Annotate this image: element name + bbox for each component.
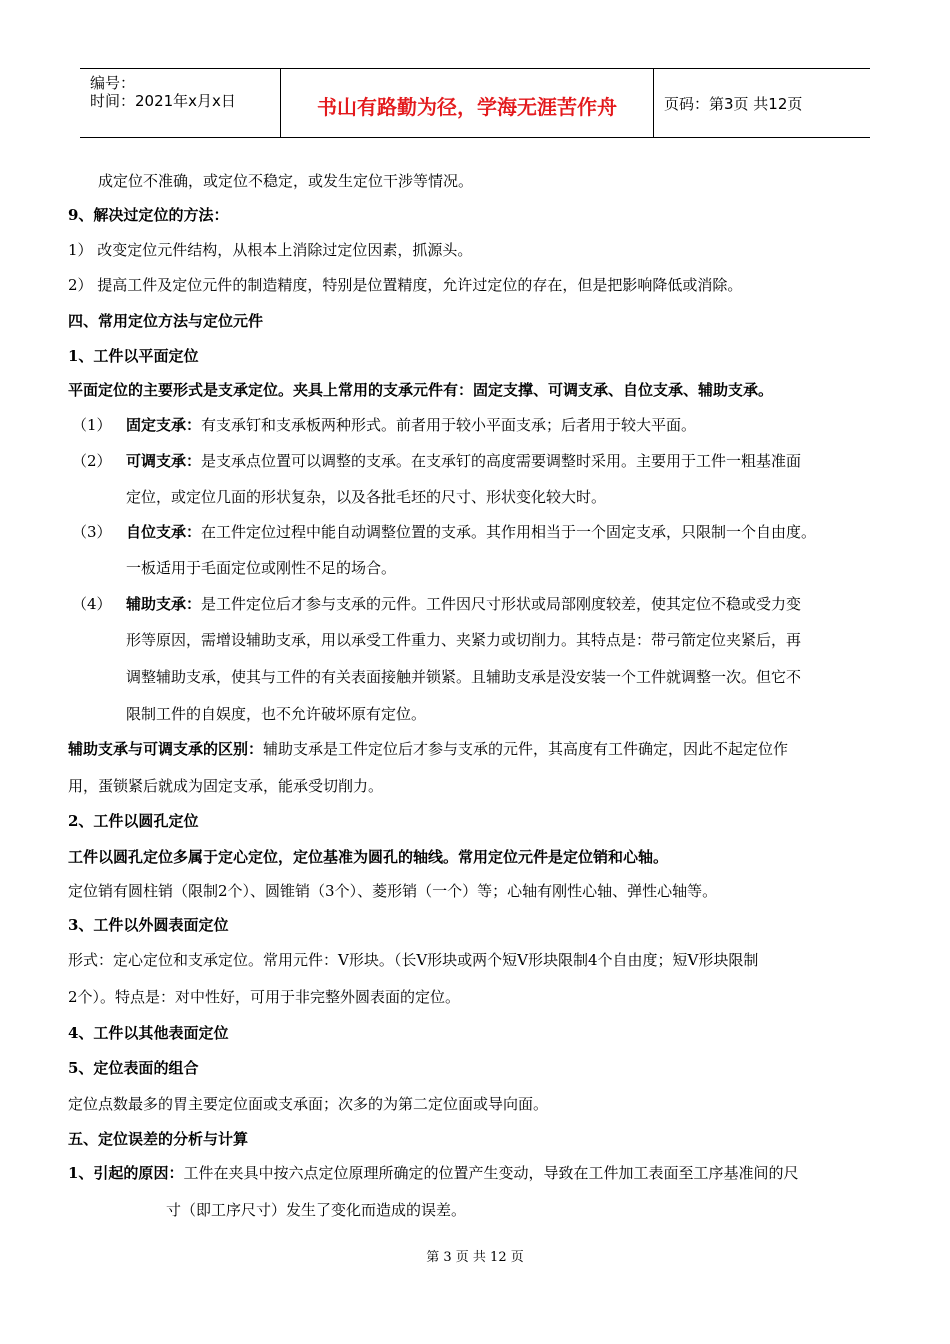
list-item — [126, 594, 801, 614]
list-item — [126, 451, 801, 471]
list-number: （2） — [72, 452, 112, 470]
term: 1、引起的原因： — [68, 1164, 184, 1182]
paragraph-line: 调整辅助支承，使其与工件的有关表面接触并锁紧。且辅助支承是没安装一个工件就调整一次。但它不 — [126, 668, 802, 686]
term: 自位支承： — [126, 523, 202, 541]
paragraph-line: 定位点数最多的胃主要定位面或支承面；次多的为第二定位面或导向面。 — [68, 1095, 549, 1113]
term-text: 是工件定位后才参与支承的元件。工件因尺寸形状或局部刚度较差，使其定位不稳或受力变 — [201, 595, 802, 613]
paragraph-line — [68, 739, 788, 759]
paragraph-line: 2个）。特点是：对中性好，可用于非完整外圆表面的定位。 — [68, 988, 461, 1006]
term-text: 有支承钉和支承板两种形式。前者用于较小平面支承；后者用于较大平面。 — [201, 416, 697, 434]
section-heading: 2、工件以圆孔定位 — [68, 812, 199, 830]
header-meta-cell — [80, 69, 281, 137]
section-heading: 5、定位表面的组合 — [68, 1059, 199, 1077]
section-heading: 四、常用定位方法与定位元件 — [68, 312, 264, 330]
paragraph-line: 平面定位的主要形式是支承定位。夹具上常用的支承元件有：固定支撑、可调支承、自位支承、辅助支承。 — [68, 381, 774, 399]
paragraph-line: 寸（即工序尺寸）发生了变化而造成的误差。 — [166, 1201, 467, 1219]
term: 辅助支承与可调支承的区别： — [68, 740, 264, 758]
header-motto-cell — [281, 69, 654, 137]
list-number: （1） — [72, 416, 112, 434]
term: 固定支承： — [126, 416, 202, 434]
section-heading: 9、解决过定位的方法： — [68, 206, 229, 224]
header-motto: 书山有路勤为径，学海无涯苦作舟 — [317, 95, 617, 119]
paragraph-line: 定位销有圆柱销（限制2个）、圆锥销（3个）、菱形销（一个）等；心轴有刚性心轴、弹性心轴等。 — [68, 882, 718, 900]
page-footer: 第 3 页 共 12 页 — [426, 1250, 524, 1265]
paragraph-line: 定位，或定位几面的形状复杂，以及各批毛坯的尺寸、形状变化较大时。 — [126, 488, 607, 506]
section-heading: 3、工件以外圆表面定位 — [68, 916, 229, 934]
section-heading: 五、定位误差的分析与计算 — [68, 1130, 249, 1148]
term-text: 在工件定位过程中能自动调整位置的支承。其作用相当于一个固定支承，只限制一个自由度。 — [201, 523, 817, 541]
paragraph-line: 形等原因，需增设辅助支承，用以承受工件重力、夹紧力或切削力。其特点是：带弓箭定位夹紧后，再 — [126, 631, 802, 649]
term-text: 是支承点位置可以调整的支承。在支承钉的高度需要调整时采用。主要用于工件一粗基准面 — [201, 452, 802, 470]
list-item — [126, 522, 816, 542]
term: 辅助支承： — [126, 595, 202, 613]
header-page-info: 页码：第3页 共12页 — [664, 95, 803, 113]
list-item — [126, 415, 696, 435]
list-number: （4） — [72, 595, 112, 613]
term: 可调支承： — [126, 452, 202, 470]
paragraph-line: 限制工件的自娱度，也不允许破坏原有定位。 — [126, 705, 427, 723]
term-text: 辅助支承是工件定位后才参与支承的元件，其高度有工件确定，因此不起定位作 — [263, 740, 789, 758]
paragraph-line: 形式：定心定位和支承定位。常用元件：V形块。（长V形块或两个短V形块限制4个自由度；短V形块限制 — [68, 951, 759, 969]
paragraph-line — [68, 1163, 798, 1183]
document-date: 时间：2021年x月x日 — [90, 92, 236, 110]
paragraph-line: 2） 提高工件及定位元件的制造精度，特别是位置精度，允许过定位的存在，但是把影响降低或消除。 — [68, 276, 743, 294]
section-heading: 4、工件以其他表面定位 — [68, 1024, 229, 1042]
paragraph-line: 用，蛋锁紧后就成为固定支承，能承受切削力。 — [68, 777, 384, 795]
paragraph-line: 工件以圆孔定位多属于定心定位，定位基准为圆孔的轴线。常用定位元件是定位销和心轴。 — [68, 848, 669, 866]
paragraph-line: 成定位不准确，或定位不稳定，或发生定位干涉等情况。 — [98, 172, 474, 190]
document-number-label: 编号： — [90, 74, 136, 92]
paragraph-line: 1） 改变定位元件结构，从根本上消除过定位因素，抓源头。 — [68, 241, 473, 259]
header-page-cell — [654, 69, 870, 137]
section-heading: 1、工件以平面定位 — [68, 347, 199, 365]
document-header — [80, 68, 870, 138]
list-number: （3） — [72, 523, 112, 541]
paragraph-line: 一板适用于毛面定位或刚性不足的场合。 — [126, 559, 397, 577]
term-text: 工件在夹具中按六点定位原理所确定的位置产生变动，导致在工件加工表面至工序基准间的尺 — [183, 1164, 799, 1182]
